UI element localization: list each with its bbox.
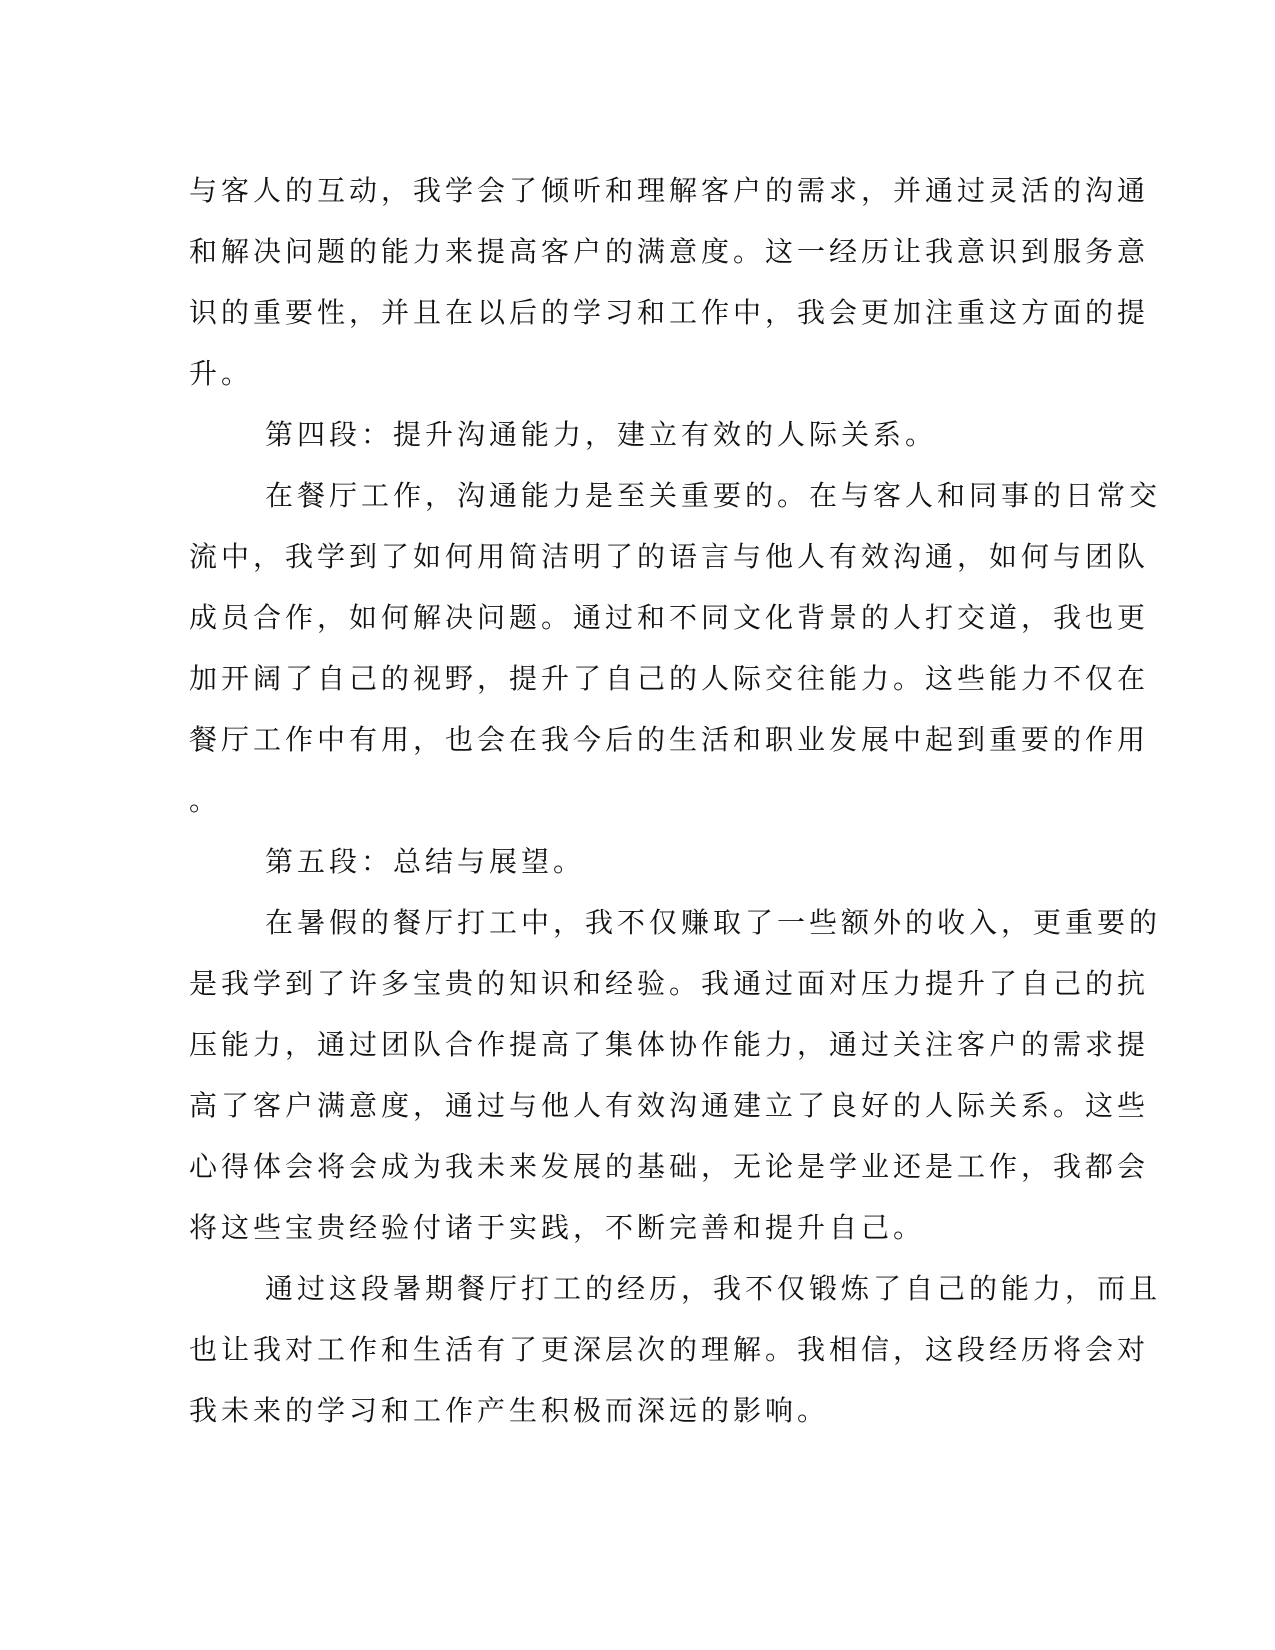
text-line: 和解决问题的能力来提高客户的满意度。这一经历让我意识到服务意 [189, 235, 1150, 268]
text-line: 流中，我学到了如何用简洁明了的语言与他人有效沟通，如何与团队 [189, 540, 1150, 573]
text-line: 是我学到了许多宝贵的知识和经验。我通过面对压力提升了自己的抗 [189, 967, 1150, 1000]
text-line: 高了客户满意度，通过与他人有效沟通建立了良好的人际关系。这些 [189, 1089, 1150, 1122]
section-heading: 第五段：总结与展望。 [265, 845, 586, 878]
text-line: 将这些宝贵经验付诸于实践，不断完善和提升自己。 [189, 1211, 926, 1244]
text-line: 餐厅工作中有用，也会在我今后的生活和职业发展中起到重要的作用 [189, 723, 1150, 756]
text-line: 。 [189, 784, 222, 817]
text-line: 也让我对工作和生活有了更深层次的理解。我相信，这段经历将会对 [189, 1333, 1150, 1366]
section-heading: 第四段：提升沟通能力，建立有效的人际关系。 [265, 418, 938, 451]
text-line: 识的重要性，并且在以后的学习和工作中，我会更加注重这方面的提 [189, 296, 1150, 329]
text-line: 升。 [189, 357, 254, 390]
text-line: 心得体会将会成为我未来发展的基础，无论是学业还是工作，我都会 [189, 1150, 1150, 1183]
text-line: 我未来的学习和工作产生积极而深远的影响。 [189, 1394, 830, 1427]
text-line: 在暑假的餐厅打工中，我不仅赚取了一些额外的收入，更重要的 [265, 906, 1162, 939]
text-line: 加开阔了自己的视野，提升了自己的人际交往能力。这些能力不仅在 [189, 662, 1150, 695]
text-line: 与客人的互动，我学会了倾听和理解客户的需求，并通过灵活的沟通 [189, 174, 1150, 207]
text-line: 压能力，通过团队合作提高了集体协作能力，通过关注客户的需求提 [189, 1028, 1150, 1061]
text-line: 通过这段暑期餐厅打工的经历，我不仅锻炼了自己的能力，而且 [265, 1272, 1162, 1305]
document-body [189, 160, 1162, 1441]
text-line: 在餐厅工作，沟通能力是至关重要的。在与客人和同事的日常交 [265, 479, 1162, 512]
text-line: 成员合作，如何解决问题。通过和不同文化背景的人打交道，我也更 [189, 601, 1150, 634]
